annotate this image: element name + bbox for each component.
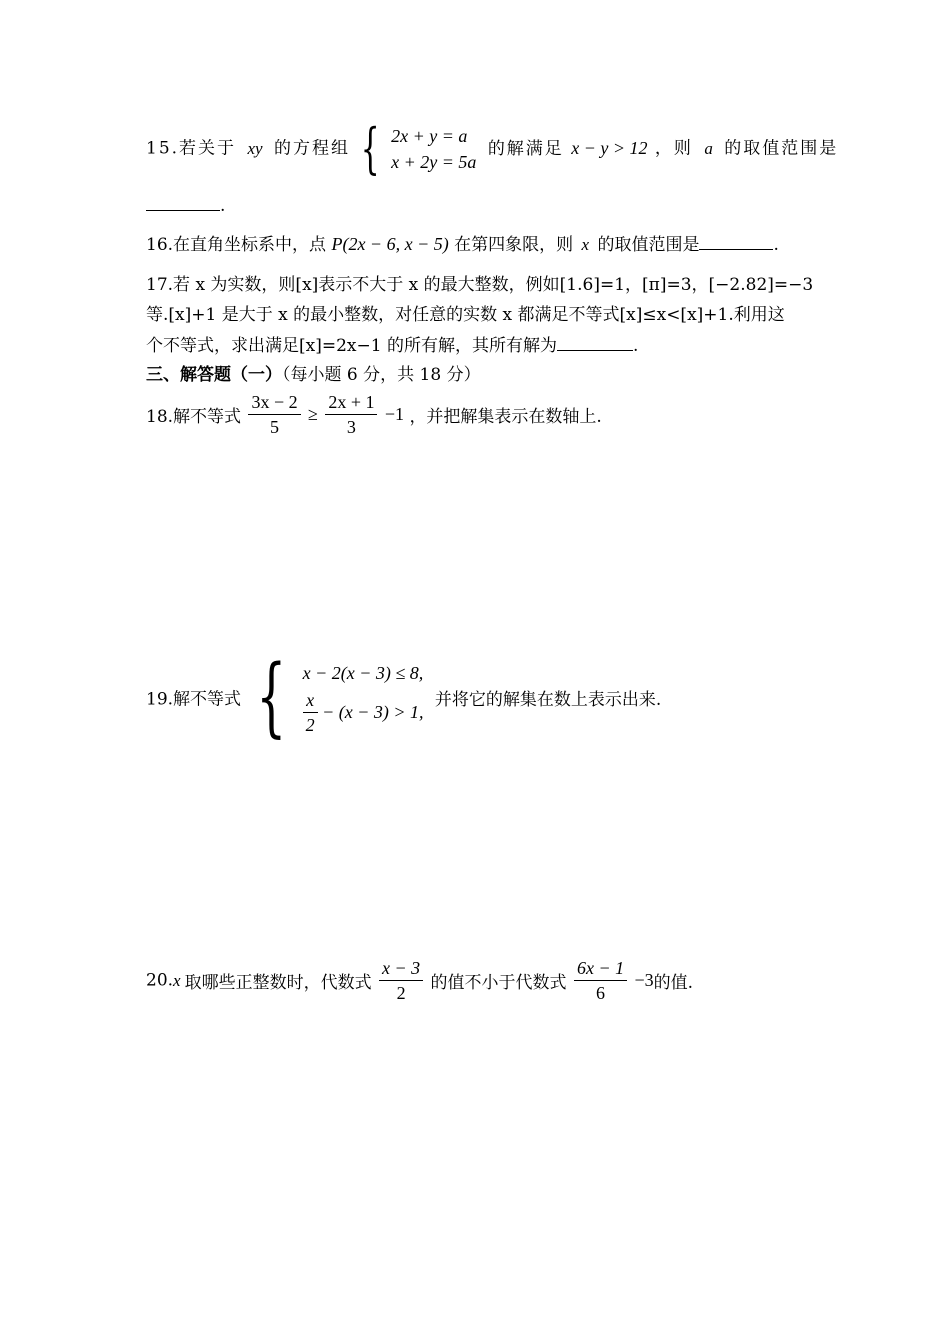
- q18-frac2-denominator: 3: [346, 417, 356, 437]
- q19-ineq2-numerator: x: [303, 688, 318, 713]
- question-16: [146, 232, 779, 257]
- question-19: [146, 647, 662, 747]
- q16-end: .: [773, 235, 779, 255]
- q18-operator: ≥: [308, 404, 318, 424]
- q15-condition: x − y > 12: [571, 137, 648, 158]
- question-15: [146, 117, 839, 180]
- q17-line-2: 等.[x]+1 是大于 x 的最小整数，对任意的实数 x 都满足不等式[x]≤x<[x]+1.利用这: [146, 305, 785, 325]
- q18-frac1-numerator: 3x − 2: [248, 390, 300, 415]
- q15-brace: {: [361, 117, 380, 180]
- q20-tail: 的值.: [653, 973, 694, 993]
- q19-inequality-system: [303, 658, 424, 737]
- q19-brace: {: [256, 647, 287, 747]
- section-3-note: （每小题 6 分，共 18 分）: [282, 365, 481, 385]
- section-3-heading: [146, 363, 481, 387]
- q15-lead: 15.若关于: [146, 138, 237, 159]
- q16-point: P(2x − 6, x − 5): [331, 234, 449, 254]
- q15-answer-blank[interactable]: [146, 194, 220, 211]
- q20-lead: 20.: [146, 970, 174, 991]
- q15-cond-pre: 的解满足: [487, 138, 564, 159]
- q19-lead: 19.解不等式: [146, 689, 242, 710]
- q15-answer-line: [146, 194, 225, 218]
- q19-tail: 并将它的解集在数上表示出来.: [434, 689, 662, 710]
- q20-mid2: 的值不小于代数式: [430, 973, 567, 993]
- q20-mid1: 取哪些正整数时，代数式: [184, 973, 372, 993]
- q20-frac2-numerator: 6x − 1: [574, 956, 627, 981]
- section-3-title: 三、解答题（一）: [146, 365, 282, 385]
- q15-tail-pre: ，则: [654, 138, 693, 159]
- q19-ineq2-fraction: [303, 688, 318, 737]
- q18-tail: ，并把解集表示在数轴上.: [409, 407, 602, 427]
- q15-tail: 的取值范围是: [724, 138, 839, 159]
- q17-answer-blank[interactable]: [557, 334, 633, 351]
- q17-line-3-text: 个不等式，求出满足[x]=2x−1 的所有解，其所有解为: [146, 336, 557, 356]
- q15-eq1: 2x + y = a: [391, 126, 468, 146]
- q20-fraction-right: [574, 956, 627, 1005]
- q15-end: .: [220, 196, 226, 216]
- q18-frac1-denominator: 5: [270, 417, 280, 437]
- q20-minus: −3: [634, 970, 654, 990]
- q19-ineq1: x − 2(x − 3) ≤ 8,: [302, 662, 424, 683]
- q15-eq2: x + 2y = 5a: [391, 152, 477, 172]
- q17-end: .: [632, 336, 639, 356]
- q18-fraction-left: [248, 390, 300, 439]
- q15-var-a: a: [704, 138, 713, 158]
- q19-ineq2-rest: − (x − 3) > 1,: [322, 701, 424, 722]
- q18-minus: −1: [384, 404, 405, 424]
- q16-tail: 的取值范围是: [597, 235, 700, 255]
- q19-ineq2: [303, 688, 424, 737]
- q17-line-1: 17.若 x 为实数，则[x]表示不大于 x 的最大整数，例如[1.6]=1，[π]=3，[−2.82]=−3: [146, 275, 814, 295]
- q17-line-3: [146, 334, 638, 358]
- q20-frac1-denominator: 2: [396, 983, 406, 1003]
- q16-mid: 在第四象限，则: [454, 235, 574, 255]
- q15-vars: xy: [247, 138, 263, 158]
- q16-lead: 16.在直角坐标系中，点: [146, 235, 327, 255]
- q16-var: x: [581, 235, 590, 254]
- q18-fraction-right: [325, 390, 377, 439]
- q19-ineq2-denominator: 2: [305, 714, 315, 735]
- q20-fraction-left: [379, 956, 423, 1005]
- q20-frac1-numerator: x − 3: [379, 956, 423, 981]
- q18-frac2-numerator: 2x + 1: [325, 390, 377, 415]
- q20-var: x: [173, 970, 181, 990]
- q20-frac2-denominator: 6: [596, 983, 606, 1003]
- question-20: [146, 956, 693, 1005]
- question-18: [146, 390, 602, 439]
- q15-equation-system: [391, 123, 476, 175]
- q16-answer-blank[interactable]: [699, 233, 773, 250]
- q18-lead: 18.解不等式: [146, 407, 242, 427]
- q15-mid: 的方程组: [273, 138, 350, 159]
